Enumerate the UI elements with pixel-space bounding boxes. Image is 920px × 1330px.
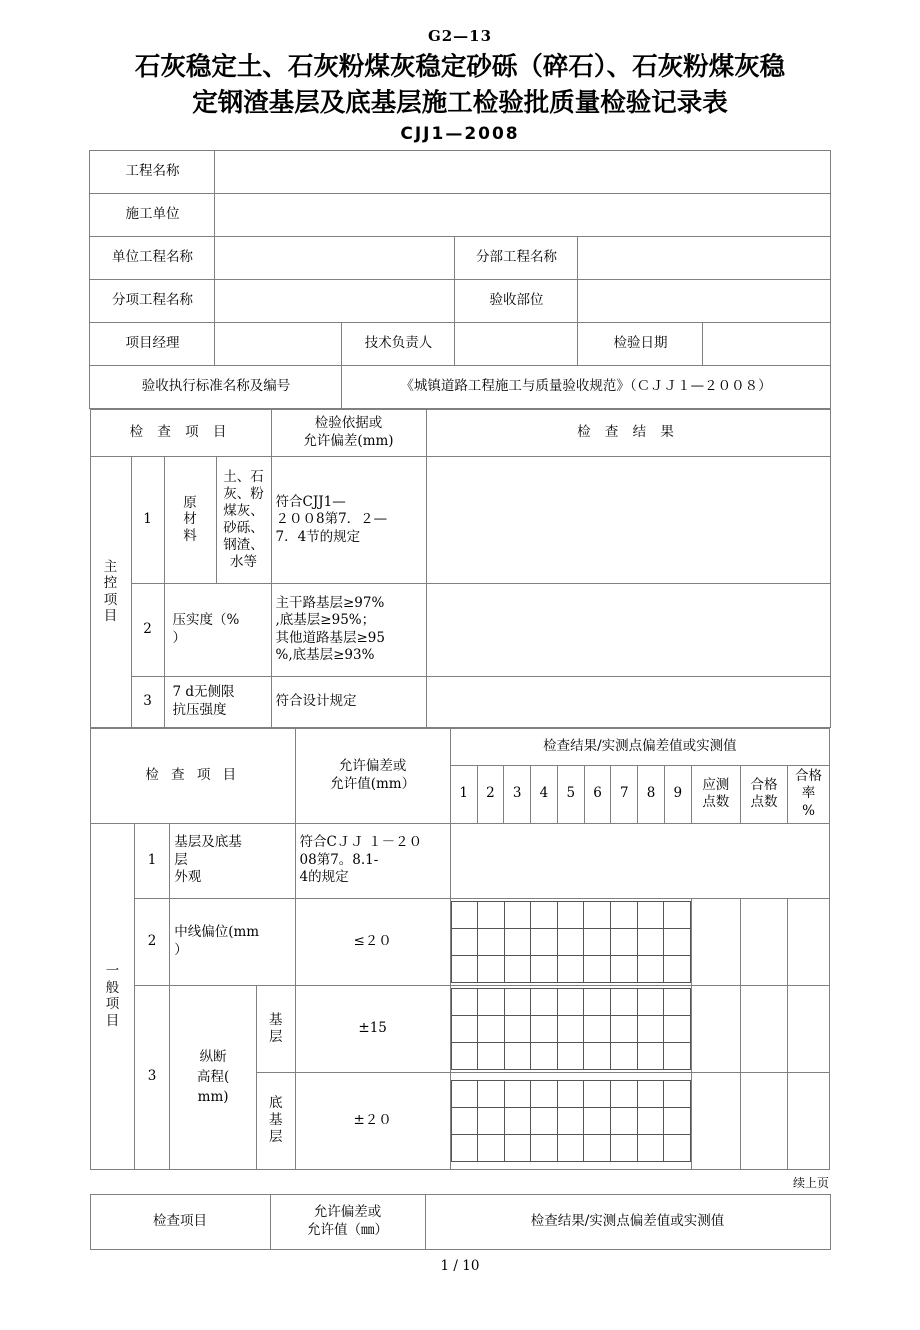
gi-point-col-8: 8	[638, 765, 665, 823]
gi-item-name-3-l3: mm)	[197, 1089, 229, 1106]
gi-row-number: 2	[134, 898, 169, 985]
measure-cell[interactable]	[557, 1080, 584, 1107]
gi-result-1[interactable]	[450, 823, 829, 898]
gi-pass-rate-l2: 率	[801, 785, 816, 802]
unit-project-label: 单位工程名称	[90, 236, 215, 279]
construction-unit-field[interactable]	[215, 193, 830, 236]
measure-cell[interactable]	[557, 988, 584, 1015]
gi-item-name-1-l3: 外观	[174, 869, 202, 886]
table-row	[90, 456, 830, 583]
gi-qualified-points-l1: 合格	[750, 776, 778, 793]
general-items-table	[90, 728, 830, 1170]
gi-col-item-header: 检 查 项 目	[91, 728, 296, 823]
footer-criteria-l2: 允许值（㎜）	[307, 1221, 388, 1238]
measure-subgrid	[451, 1080, 691, 1162]
measure-cell[interactable]	[610, 988, 637, 1015]
table-row	[90, 150, 830, 193]
mc-result-3[interactable]	[426, 676, 830, 727]
project-manager-field[interactable]	[215, 322, 342, 365]
section-label-main-control	[90, 456, 131, 727]
measure-cell[interactable]	[451, 1134, 478, 1161]
gi-required-points-3b[interactable]	[691, 1072, 740, 1169]
measure-subrow	[451, 1080, 690, 1107]
gi-required-points-3a[interactable]	[691, 985, 740, 1072]
measure-cell[interactable]	[531, 1107, 558, 1134]
mc-col-item-header: 检 查 项 目	[90, 409, 271, 456]
measure-cell[interactable]	[504, 1134, 531, 1161]
measure-cell[interactable]	[557, 955, 584, 982]
table-row	[90, 1194, 830, 1249]
gi-point-col-1: 1	[450, 765, 477, 823]
gi-point-col-6: 6	[584, 765, 611, 823]
measure-cell[interactable]	[664, 1134, 691, 1161]
measure-cell[interactable]	[584, 988, 611, 1015]
gi-sublayer-base: 基 层	[256, 985, 295, 1072]
mc-criteria-1: 符合CJJ1— ２００8第7．２— 7．4节的规定	[271, 456, 426, 583]
measure-cell[interactable]	[504, 1107, 531, 1134]
measure-cell[interactable]	[637, 1080, 664, 1107]
title-line-1: 石灰稳定土、石灰粉煤灰稳定砂砾（碎石）、石灰粉煤灰稳	[134, 51, 786, 82]
footer-col-item: 检查项目	[90, 1194, 270, 1249]
unit-project-field[interactable]	[215, 236, 455, 279]
mc-row-number: 2	[131, 583, 164, 676]
standard-code: CJJ1—2008	[400, 123, 520, 144]
division-project-label: 分部工程名称	[455, 236, 578, 279]
mc-row-number: 3	[131, 676, 164, 727]
division-project-field[interactable]	[578, 236, 830, 279]
measure-cell[interactable]	[531, 1134, 558, 1161]
gi-required-points-l1: 应测	[702, 776, 730, 793]
main-control-items-table	[90, 409, 831, 728]
gi-pass-rate-l3: %	[802, 803, 815, 819]
project-name-label: 工程名称	[90, 150, 215, 193]
acceptance-part-label: 验收部位	[455, 279, 578, 322]
gi-qualified-points-header	[740, 765, 787, 823]
mc-col-result-header: 检 查 结 果	[426, 409, 830, 456]
gi-item-name-2-l1: 中线偏位(mm	[174, 924, 260, 940]
mc-item-name-3: 7 d无侧限 抗压强度	[164, 676, 271, 727]
measure-cell[interactable]	[451, 1107, 478, 1134]
measure-cell[interactable]	[451, 1015, 478, 1042]
table-row	[91, 898, 830, 985]
measure-cell[interactable]	[637, 988, 664, 1015]
mc-result-1[interactable]	[426, 456, 830, 583]
measure-cell[interactable]	[664, 988, 691, 1015]
project-info-table	[89, 150, 830, 409]
measure-cell[interactable]	[451, 928, 478, 955]
table-row	[90, 676, 830, 727]
acceptance-part-field[interactable]	[578, 279, 830, 322]
table-row	[90, 583, 830, 676]
gi-row-number: 1	[134, 823, 169, 898]
table-row	[90, 193, 830, 236]
table-row	[90, 236, 830, 279]
mc-item-subname: 土、石 灰、粉 煤灰、 砂砾、 钢渣、 水等	[216, 456, 271, 583]
measure-cell[interactable]	[531, 1042, 558, 1069]
measure-cell[interactable]	[584, 955, 611, 982]
measure-cell[interactable]	[584, 1015, 611, 1042]
gi-qualified-points-2[interactable]	[740, 898, 787, 985]
tech-lead-field[interactable]	[455, 322, 578, 365]
measure-subrow	[451, 928, 690, 955]
project-name-field[interactable]	[215, 150, 830, 193]
measure-cell[interactable]	[504, 901, 531, 928]
measure-cell[interactable]	[504, 1080, 531, 1107]
measure-cell[interactable]	[451, 1042, 478, 1069]
measure-cell[interactable]	[637, 901, 664, 928]
measure-cell[interactable]	[637, 1015, 664, 1042]
measure-cell[interactable]	[451, 1080, 478, 1107]
standard-label: 验收执行标准名称及编号	[90, 365, 342, 408]
measure-cell[interactable]	[504, 1015, 531, 1042]
footer-col-criteria	[270, 1194, 425, 1249]
gi-point-col-5: 5	[557, 765, 584, 823]
measure-subrow	[451, 1107, 690, 1134]
gi-qualified-points-l2: 点数	[750, 794, 778, 811]
measure-cell[interactable]	[451, 901, 478, 928]
gi-criteria-line-2: 允许值(mm）	[330, 775, 416, 792]
measure-cell[interactable]	[504, 1042, 531, 1069]
mc-item-name: 原 材 料	[164, 456, 216, 583]
measure-cell[interactable]	[664, 1042, 691, 1069]
measure-cell[interactable]	[637, 1042, 664, 1069]
measure-cell[interactable]	[637, 928, 664, 955]
measure-cell[interactable]	[584, 1134, 611, 1161]
measure-subrow	[451, 1015, 690, 1042]
measure-cell[interactable]	[664, 1080, 691, 1107]
measure-cell[interactable]	[478, 928, 505, 955]
measure-cell[interactable]	[610, 1015, 637, 1042]
standard-value: 《城镇道路工程施工与质量验收规范》（ＣＪＪ１—２００８）	[342, 365, 830, 408]
measure-cell[interactable]	[610, 1080, 637, 1107]
gi-item-name-2	[170, 898, 295, 985]
measure-cell[interactable]	[584, 1080, 611, 1107]
measure-cell[interactable]	[478, 901, 505, 928]
gi-item-name-3	[170, 985, 257, 1169]
gi-qualified-points-3b[interactable]	[740, 1072, 787, 1169]
footer-criteria-l1: 允许偏差或	[313, 1204, 382, 1220]
measure-cell[interactable]	[478, 1042, 505, 1069]
gi-sublayer-subbase: 底 基 层	[256, 1072, 295, 1169]
gi-measure-cells-2	[450, 898, 691, 985]
table-row	[91, 728, 830, 765]
table-row	[90, 409, 830, 456]
measure-cell[interactable]	[451, 988, 478, 1015]
sub-project-label: 分项工程名称	[90, 279, 215, 322]
gi-row-number: 3	[134, 985, 169, 1169]
sub-project-field[interactable]	[215, 279, 455, 322]
gi-point-col-7: 7	[611, 765, 638, 823]
measure-cell[interactable]	[664, 901, 691, 928]
measure-cell[interactable]	[584, 1107, 611, 1134]
section-label-char: 一	[105, 963, 120, 980]
gi-pass-rate-3b[interactable]	[788, 1072, 830, 1169]
measure-cell[interactable]	[478, 1015, 505, 1042]
measure-cell[interactable]	[557, 1015, 584, 1042]
measure-cell[interactable]	[531, 928, 558, 955]
measure-cell[interactable]	[637, 955, 664, 982]
gi-point-col-4: 4	[531, 765, 558, 823]
measure-cell[interactable]	[637, 1134, 664, 1161]
gi-col-criteria-header	[295, 728, 450, 823]
mc-criteria-2: 主干路基层≥97% ,底基层≥95%； 其他道路基层≥95 %,底基层≥93%	[271, 583, 426, 676]
measure-cell[interactable]	[664, 955, 691, 982]
measure-cell[interactable]	[610, 1134, 637, 1161]
measure-cell[interactable]	[478, 988, 505, 1015]
measure-cell[interactable]	[531, 955, 558, 982]
continued-note: 续上页	[792, 1175, 829, 1190]
gi-measure-cells-3b	[450, 1072, 691, 1169]
measure-cell[interactable]	[478, 1107, 505, 1134]
measure-subrow	[451, 1042, 690, 1069]
gi-pass-rate-header	[788, 765, 830, 823]
mc-criteria-3: 符合设计规定	[271, 676, 426, 727]
document-page	[0, 28, 920, 1330]
measure-subrow	[451, 955, 690, 982]
measure-cell[interactable]	[610, 901, 637, 928]
title-line-2: 定钢渣基层及底基层施工检验批质量检验记录表	[192, 87, 728, 118]
page-title	[40, 49, 880, 121]
measure-subrow	[451, 1134, 690, 1161]
measure-subgrid	[451, 988, 691, 1070]
mc-criteria-line-1: 检验依据或	[314, 415, 383, 432]
mc-item-name-2: 压实度（% ）	[164, 583, 271, 676]
measure-cell[interactable]	[531, 1080, 558, 1107]
measure-cell[interactable]	[504, 988, 531, 1015]
gi-item-name-1	[170, 823, 295, 898]
gi-criteria-3b: ±２０	[295, 1072, 450, 1169]
measure-cell[interactable]	[478, 1134, 505, 1161]
tech-lead-label: 技术负责人	[342, 322, 455, 365]
mc-criteria-line-2: 允许偏差(mm)	[303, 432, 394, 449]
measure-subrow	[451, 988, 690, 1015]
section-label-char: 控	[103, 575, 118, 592]
gi-qualified-points-3a[interactable]	[740, 985, 787, 1072]
project-manager-label: 项目经理	[90, 322, 215, 365]
measure-cell[interactable]	[531, 1015, 558, 1042]
measure-cell[interactable]	[610, 1042, 637, 1069]
measure-cell[interactable]	[504, 955, 531, 982]
measure-cell[interactable]	[557, 1134, 584, 1161]
gi-point-col-2: 2	[477, 765, 504, 823]
mc-row-number: 1	[131, 456, 164, 583]
footer-header-table	[90, 1194, 831, 1250]
measure-cell[interactable]	[610, 928, 637, 955]
gi-pass-rate-3a[interactable]	[788, 985, 830, 1072]
section-label-char: 般	[105, 979, 120, 996]
gi-item-name-1-l2: 层	[174, 851, 188, 868]
construction-unit-label: 施工单位	[90, 193, 215, 236]
gi-item-name-1-l1: 基层及底基	[174, 834, 242, 851]
mc-result-2[interactable]	[426, 583, 830, 676]
gi-point-col-3: 3	[504, 765, 531, 823]
measure-cell[interactable]	[557, 1042, 584, 1069]
form-code: G2—13	[427, 27, 493, 45]
measure-cell[interactable]	[610, 955, 637, 982]
measure-cell[interactable]	[610, 1107, 637, 1134]
gi-col-result-header: 检查结果/实测点偏差值或实测值	[450, 728, 829, 765]
section-label-char: 目	[103, 608, 118, 625]
gi-required-points-header	[691, 765, 740, 823]
measure-cell[interactable]	[584, 901, 611, 928]
measure-cell[interactable]	[557, 1107, 584, 1134]
gi-point-col-9: 9	[664, 765, 691, 823]
measure-cell[interactable]	[664, 1015, 691, 1042]
section-label-char: 目	[105, 1012, 120, 1029]
measure-cell[interactable]	[584, 1042, 611, 1069]
page-number: 1 / 10	[440, 1257, 480, 1274]
table-row	[91, 985, 830, 1072]
gi-measure-cells-3a	[450, 985, 691, 1072]
gi-criteria-2: ≤２０	[295, 898, 450, 985]
measure-cell[interactable]	[531, 988, 558, 1015]
gi-item-name-3-l2: 高程(	[196, 1068, 230, 1085]
measure-subrow	[451, 901, 690, 928]
section-label-general	[91, 823, 135, 1169]
gi-item-name-2-l2: ）	[174, 941, 188, 958]
measure-subgrid	[451, 901, 691, 983]
gi-required-points-2[interactable]	[691, 898, 740, 985]
footer-col-result: 检查结果/实测点偏差值或实测值	[425, 1194, 830, 1249]
gi-criteria-line-1: 允许偏差或	[338, 758, 407, 775]
measure-cell[interactable]	[557, 901, 584, 928]
measure-cell[interactable]	[664, 1107, 691, 1134]
gi-criteria-3a: ±15	[295, 985, 450, 1072]
table-row	[90, 279, 830, 322]
gi-pass-rate-l1: 合格	[795, 767, 823, 784]
measure-cell[interactable]	[478, 955, 505, 982]
table-row	[91, 823, 830, 898]
measure-cell[interactable]	[557, 928, 584, 955]
measure-cell[interactable]	[478, 1080, 505, 1107]
section-label-char: 主	[103, 558, 118, 575]
gi-criteria-1: 符合CＪＪ １－２０ 08第7。8.1- 4的规定	[295, 823, 450, 898]
measure-cell[interactable]	[504, 928, 531, 955]
section-label-char: 项	[103, 591, 118, 608]
table-row	[90, 322, 830, 365]
measure-cell[interactable]	[584, 928, 611, 955]
measure-cell[interactable]	[637, 1107, 664, 1134]
inspect-date-field[interactable]	[703, 322, 830, 365]
section-label-char: 项	[105, 996, 120, 1013]
measure-cell[interactable]	[664, 928, 691, 955]
measure-cell[interactable]	[451, 955, 478, 982]
gi-pass-rate-2[interactable]	[788, 898, 830, 985]
gi-item-name-3-l1: 纵断	[199, 1048, 227, 1065]
gi-required-points-l2: 点数	[702, 794, 730, 811]
mc-col-criteria-header	[271, 409, 426, 456]
measure-cell[interactable]	[531, 901, 558, 928]
table-row	[90, 365, 830, 408]
inspect-date-label: 检验日期	[578, 322, 703, 365]
